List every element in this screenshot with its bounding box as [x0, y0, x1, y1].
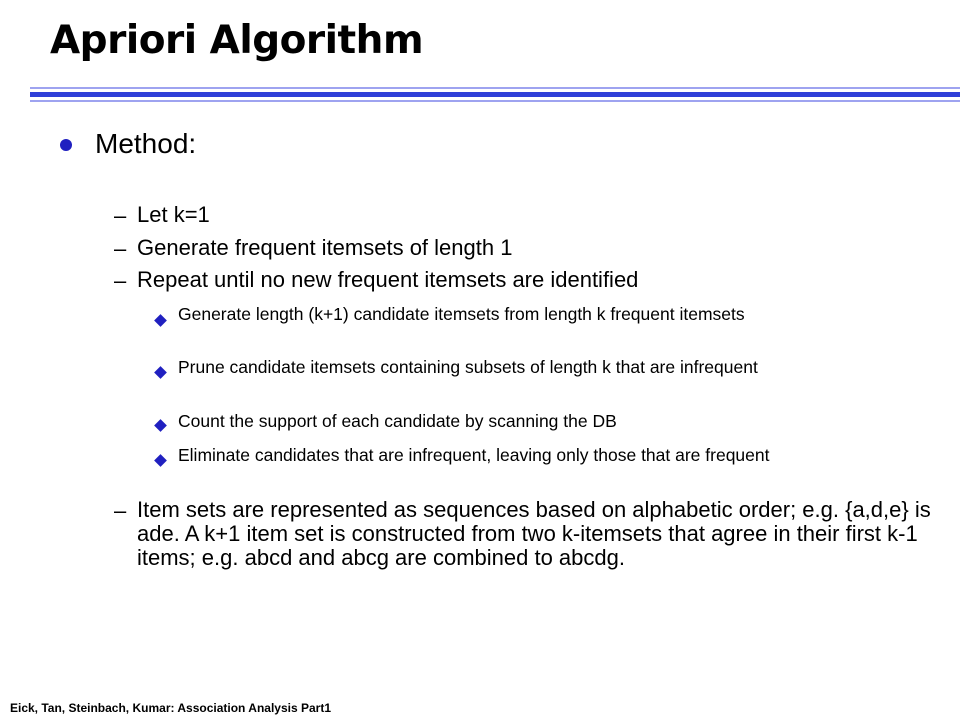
main-bullet-text: Method:: [95, 128, 197, 159]
dash-bullet-icon: –: [114, 498, 127, 523]
dash-bullet-icon: –: [114, 203, 127, 228]
substep-item: Prune candidate itemsets containing subsets of length k that are infrequent: [178, 357, 758, 377]
slide-footer: Eick, Tan, Steinbach, Kumar: Association Analysis Part1: [10, 701, 331, 715]
substep-item: Generate length (k+1) candidate itemsets from length k frequent itemsets: [178, 304, 745, 324]
itemset-note: Item sets are represented as sequences based on alphabetic order; e.g. {a,d,e} is ade. A k+1 item set is constructed from two k-itemsets that agree in their first k-1 items; e.g. abcd and abcg are combined to abcdg.: [137, 497, 931, 570]
diamond-bullet-icon: [154, 454, 167, 467]
step-item: Let k=1: [137, 202, 210, 227]
diamond-bullet-icon: [154, 366, 167, 379]
step-item: Generate frequent itemsets of length 1: [137, 235, 513, 260]
diamond-bullet-icon: [154, 314, 167, 327]
diamond-bullet-icon: [154, 419, 167, 432]
substep-item: Count the support of each candidate by scanning the DB: [178, 411, 617, 431]
title-rule-middle: [30, 92, 960, 97]
slide-title: Apriori Algorithm: [50, 18, 424, 63]
dash-bullet-icon: –: [114, 236, 127, 261]
substep-item: Eliminate candidates that are infrequent, leaving only those that are frequent: [178, 445, 770, 465]
title-rule-bottom: [30, 100, 960, 102]
step-item: Repeat until no new frequent itemsets are identified: [137, 267, 639, 292]
dash-bullet-icon: –: [114, 268, 127, 293]
round-bullet-icon: [60, 139, 72, 151]
title-rule-top: [30, 87, 960, 89]
